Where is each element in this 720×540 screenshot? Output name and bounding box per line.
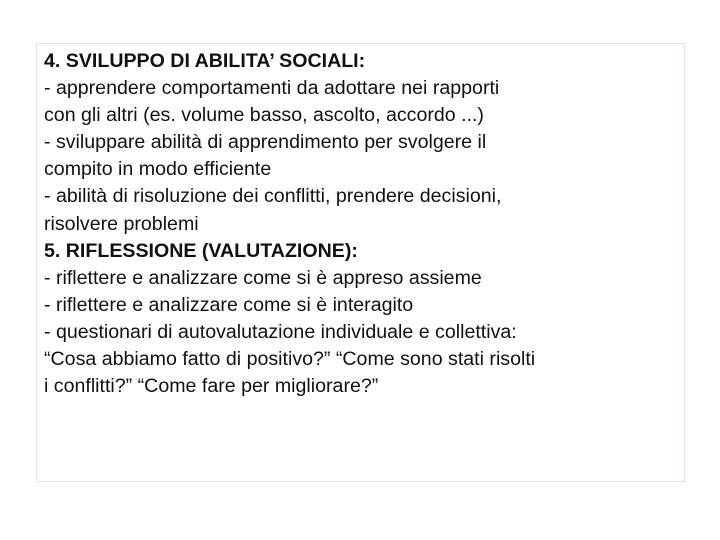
section-4-item-1-line-2: con gli altri (es. volume basso, ascolto, accordo ...): [44, 104, 484, 127]
section-5-item-1: - riflettere e analizzare come si è appreso assieme: [44, 266, 482, 289]
section-5-heading: 5. RIFLESSIONE (VALUTAZIONE):: [44, 239, 358, 262]
section-5-item-3-line-1: - questionari di autovalutazione individuale e collettiva:: [44, 320, 517, 343]
section-4-item-1-line-1: - apprendere comportamenti da adottare nei rapporti: [44, 77, 500, 100]
section-4-item-3-line-1: - abilità di risoluzione dei conflitti, prendere decisioni,: [44, 185, 502, 208]
section-5-item-3-line-2: “Cosa abbiamo fatto di positivo?” “Come sono stati risolti: [44, 348, 536, 371]
content-text-box: [36, 43, 685, 482]
section-4-item-3-line-2: risolvere problemi: [44, 212, 199, 235]
section-5-item-2: - riflettere e analizzare come si è interagito: [44, 293, 414, 316]
section-5-item-3-line-3: i conflitti?” “Come fare per migliorare?”: [44, 375, 379, 398]
section-4-item-2-line-1: - sviluppare abilità di apprendimento per svolgere il: [44, 131, 487, 154]
section-4-item-2-line-2: compito in modo efficiente: [44, 158, 272, 181]
section-4-heading: 4. SVILUPPO DI ABILITA’ SOCIALI:: [44, 50, 366, 72]
